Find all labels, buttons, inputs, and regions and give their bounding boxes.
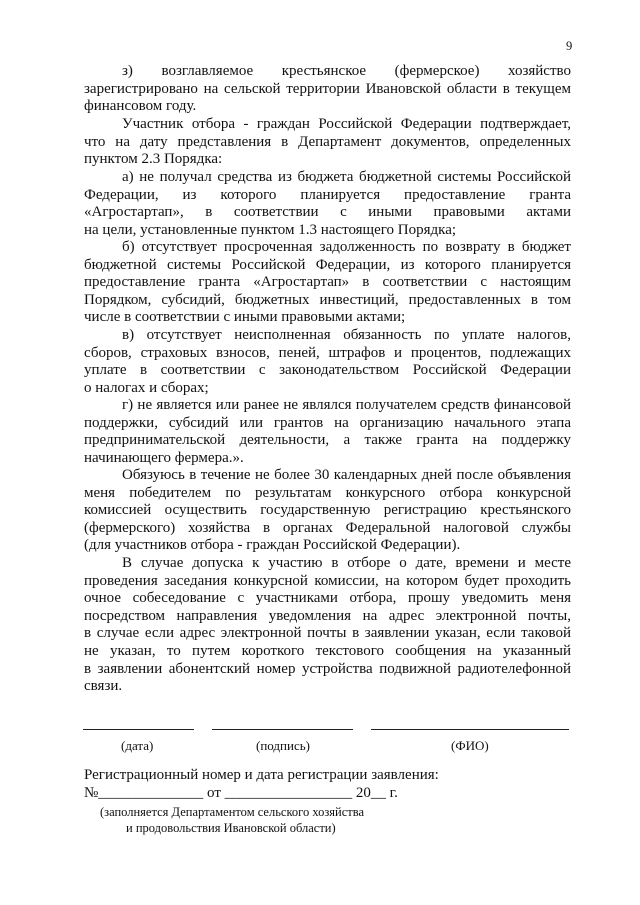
text-line: комиссией осуществить государственную регистрацию крестьянского — [84, 502, 571, 519]
text-line: Порядком, субсидий, бюджетных инвестиций, предоставленных в том — [84, 291, 571, 308]
text-line: г) не является или ранее не являлся получателем средств финансовой — [122, 397, 571, 413]
page-number: 9 — [566, 39, 573, 53]
paragraph-item-b — [84, 239, 571, 327]
text-line: б) отсутствует просроченная задолженность по возврату в бюджет — [122, 239, 571, 255]
paragraph-notification — [84, 555, 571, 696]
text-line: не указан, то путем короткого текстового сообщения на указанный — [84, 642, 571, 659]
text-line: Обязуюсь в течение не более 30 календарных дней после объявления — [122, 467, 571, 483]
text-line: очное собеседование с участниками отбора, прошу уведомить меня — [84, 590, 571, 607]
text-line: в заявлении абонентский номер устройства подвижной радиотелефонной — [84, 660, 571, 677]
text-line: в случае если адрес электронной почты в заявлении указан, если таковой — [84, 625, 571, 642]
name-signature-line — [371, 729, 569, 730]
paragraph-confirm-intro — [84, 116, 571, 169]
text-line: начинающего фермера.». — [84, 449, 244, 466]
text-line: а) не получал средства из бюджета бюджетной системы Российской — [122, 169, 571, 185]
date-signature-line — [83, 729, 194, 730]
text-line: уплате в соответствии с законодательством Российской Федерации — [84, 362, 571, 379]
text-line: з) возглавляемое крестьянское (фермерское) хозяйство — [122, 63, 571, 79]
registration-note-line1: (заполняется Департаментом сельского хозяйства — [100, 805, 365, 819]
date-caption: (дата) — [121, 738, 154, 753]
text-line: (фермерского) хозяйства в органах Федеральной налоговой службы — [84, 519, 571, 536]
text-line: сборов, страховых взносов, пеней, штрафов и процентов, подлежащих — [84, 344, 571, 361]
paragraph-item-v — [84, 327, 571, 397]
text-line: посредством направления уведомления на адрес электронной почты, — [84, 607, 571, 624]
signature-line — [212, 729, 353, 730]
text-line: бюджетной системы Российской Федерации, из которого планируется — [84, 256, 571, 273]
text-line: поддержки, субсидий или грантов на организацию начального этапа — [84, 414, 571, 431]
text-line: финансовом году. — [84, 98, 197, 115]
text-line: предоставление гранта «Агростартап» в соответствии с настоящим — [84, 274, 571, 291]
text-line: связи. — [84, 678, 123, 695]
name-caption: (ФИО) — [451, 738, 489, 753]
paragraph-item-a — [84, 169, 571, 239]
registration-note-line2: и продовольствия Ивановской области) — [126, 821, 336, 835]
text-line: В случае допуска к участию в отборе о дате, времени и месте — [122, 555, 571, 571]
text-line: о налогах и сборах; — [84, 379, 209, 396]
signature-caption: (подпись) — [256, 738, 310, 753]
text-line: меня победителем по результатам конкурсного отбора конкурсной — [84, 484, 571, 501]
text-line: что на дату представления в Департамент документов, определенных — [84, 133, 571, 150]
paragraph-item-g — [84, 397, 571, 467]
registration-number-line: №______________ от _________________ 20__ г. — [84, 785, 398, 801]
registration-heading: Регистрационный номер и дата регистрации заявления: — [84, 767, 439, 783]
text-line: Федерации, из которого планируется предоставление гранта — [84, 186, 571, 203]
text-line: (для участников отбора - граждан Российской Федерации). — [84, 537, 461, 554]
text-line: проведения заседания конкурсной комиссии, на котором будет проходить — [84, 572, 571, 589]
paragraph-item-z — [84, 63, 571, 116]
text-line: в) отсутствует неисполненная обязанность по уплате налогов, — [122, 327, 571, 343]
text-line: зарегистрировано на сельской территории Ивановской области в текущем — [84, 80, 571, 97]
text-line: пунктом 2.3 Порядка: — [84, 151, 223, 168]
text-line: числе в соответствии с иными правовыми актами; — [84, 309, 406, 326]
text-line: предпринимательской деятельности, а также гранта на поддержку — [84, 432, 571, 449]
paragraph-obligation — [84, 467, 571, 555]
text-line: «Агростартап», в соответствии с иными правовыми актами — [84, 204, 571, 221]
text-line: Участник отбора - граждан Российской Федерации подтверждает, — [122, 116, 571, 132]
text-line: на цели, установленные пунктом 1.3 настоящего Порядка; — [84, 221, 457, 238]
